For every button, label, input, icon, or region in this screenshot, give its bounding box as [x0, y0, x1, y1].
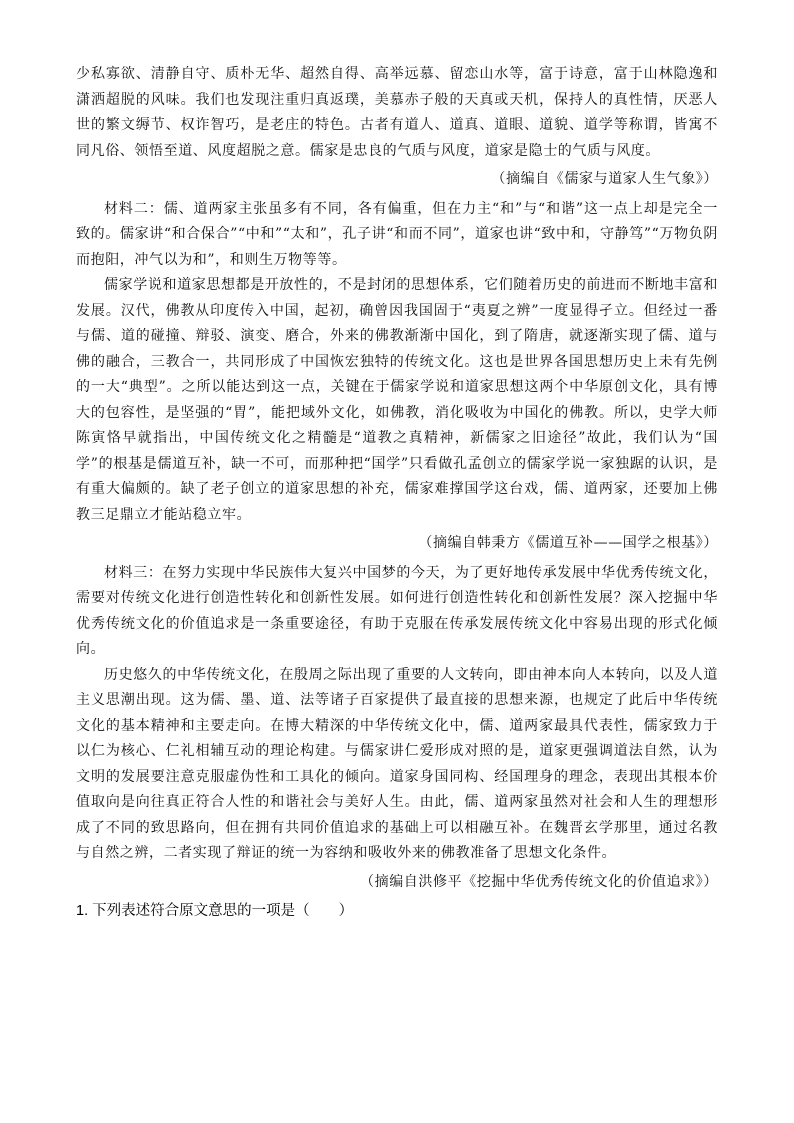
material3-paragraph-1: 材料三：在努力实现中华民族伟大复兴中国梦的今天，为了更好地传承发展中华优秀传统文化，需要对传统文化进行创造性转化和创新性发展。如何进行创造性转化和创新性发展？深入挖掘中华优秀传统文化的价值追求是一条重要途径，有助于克服在传承发展传统文化中容易出现的形式化倾向。: [76, 564, 718, 657]
material1-body: 少私寡欲、清静自守、质朴无华、超然自得、高举远慕、留恋山水等，富于诗意，富于山林隐逸和潇洒超脱的风味。我们也发现注重归真返璞，美慕赤子般的天真或天机，保持人的真性情，厌恶人世的繁文缛节、权诈智巧，是老庄的特色。古者有道人、道真、道眼、道貌、道学等称谓，皆寓不同凡俗、领悟至道、风度超脱之意。儒家是忠良的气质与风度，道家是隐士的气质与风度。: [76, 66, 718, 159]
material2-paragraph-1: 材料二：儒、道两家主张虽多有不同，各有偏重，但在力主“和”与“和谐”这一点上却是完全一致的。儒家讲“和合保合”“中和”“太和”，孔子讲“和而不同”，道家也讲“致中和，守静笃”“万物负阴而抱阳，冲气以为和”，和则生万物等等。: [76, 200, 718, 268]
document-page: [76, 62, 718, 923]
material2-paragraph-2: 儒家学说和道家思想都是开放性的，不是封闭的思想体系，它们随着历史的前进而不断地丰富和发展。汉代，佛教从印度传入中国，起初，确曾因我国固于“夷夏之辨”一度显得孑立。但经过一番与儒、道的碰撞、辩驳、演变、磨合，外来的佛教渐渐中国化，到了隋唐，就逐渐实现了儒、道与佛的融合，三教合一，共同形成了中国恢宏独特的传统文化。这也是世界各国思想历史上未有先例的一大“典型”。之所以能达到这一点，关键在于儒家学说和道家思想这两个中华原创文化，具有博大的包容性，是坚强的“胃”，能把域外文化，如佛教，消化吸收为中国化的佛教。所以，史学大师陈寅恪早就指出，中国传统文化之精髓是“道教之真精神，新儒家之旧途径”故此，我们认为“国学”的根基是儒道互补，缺一不可，而那种把“国学”只看做孔孟创立的儒家学说一家独踞的认识，是有重大偏颇的。缺了老子创立的道家思想的补充，儒家难撑国学这台戏，儒、道两家，还要加上佛教三足鼎立才能站稳立牢。: [76, 277, 718, 523]
question-1-stem: 1. 下列表述符合原文意思的一项是（ ）: [76, 903, 354, 919]
material2-source: （摘编自韩秉方《儒道互补——国学之根基》）: [418, 535, 718, 551]
material1-source: （摘编自《儒家与道家人生气象》）: [491, 171, 718, 187]
material3-paragraph-2: 历史悠久的中华传统文化，在殷周之际出现了重要的人文转向，即由神本向人本转向，以及人道主义思潮出现。这为儒、墨、道、法等诸子百家提供了最直接的思想来源，也规定了此后中华传统文化的基本精神和主要走向。在博大精深的中华传统文化中，儒、道两家最具代表性，儒家致力于以仁为核心、仁礼相辅互动的理论构建。与儒家讲仁爱形成对照的是，道家更强调道法自然，认为文明的发展要注意克服虚伪性和工具化的倾向。道家身国同构、经国理身的理念，表现出其根本价值取向是向往真正符合人性的和谐社会与美好人生。由此，儒、道两家虽然对社会和人生的理想形成了不同的致思路向，但在拥有共同价值追求的基础上可以相融互补。在魏晋玄学那里，通过名教与自然之辨，二者实现了辩证的统一为容纳和吸收外来的佛教准备了思想文化条件。: [76, 666, 718, 861]
material3-source: （摘编自洪修平《挖掘中华优秀传统文化的价值追求》）: [360, 873, 718, 890]
